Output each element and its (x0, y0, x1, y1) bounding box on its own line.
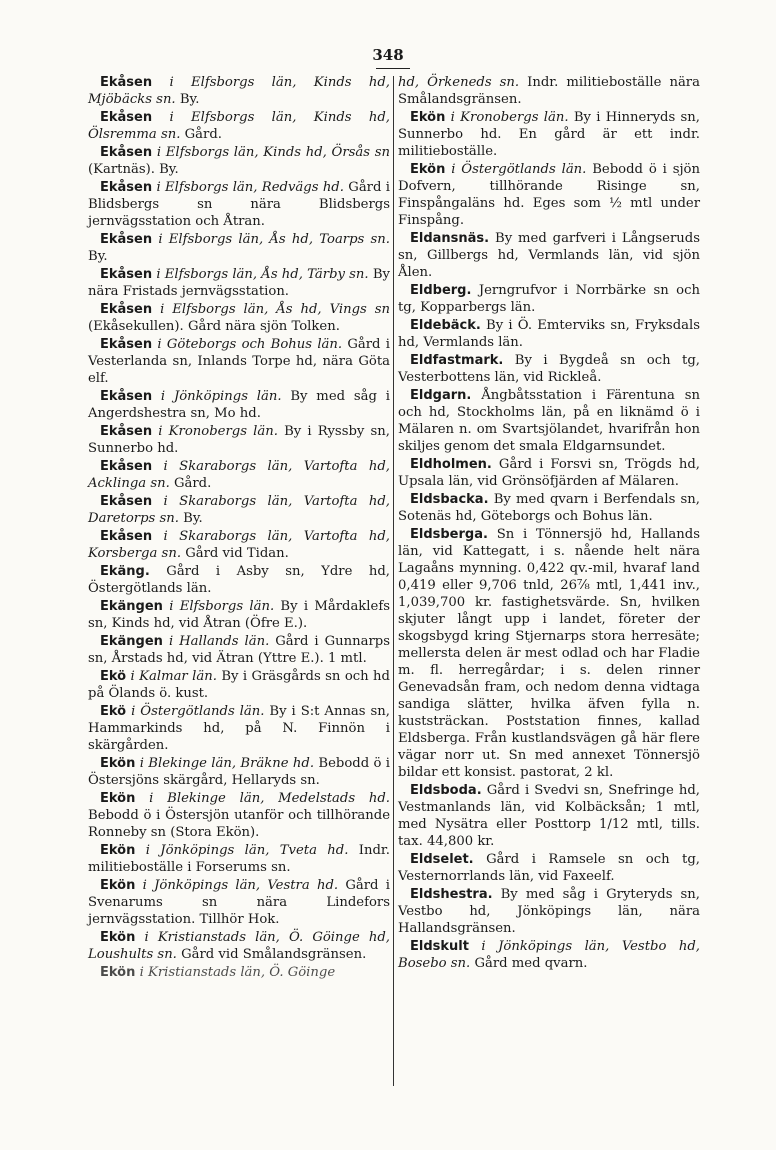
entry-headword: Eldgarn. (410, 388, 472, 403)
entry-location: i Elfsborgs län, Kinds hd, Örsås sn (156, 145, 390, 160)
gazetteer-entry (88, 528, 390, 562)
entry-location: i Jönköpings län. (160, 389, 282, 404)
entry-text: By. (183, 511, 203, 526)
entry-text: (Kartnäs). By. (88, 162, 179, 177)
gazetteer-entry (88, 388, 390, 422)
gazetteer-entry (88, 877, 390, 928)
entry-text: Gård i Ramsele sn och tg, Vesternorrlands län, vid Faxeelf. (398, 852, 700, 884)
entry-text: Gård i Forsvi sn, Trögds hd, Upsala län, vid Grönsöfjärden af Mälaren. (398, 457, 700, 489)
entry-location: i Hallands län. (168, 634, 270, 649)
entry-text: Gård. (184, 127, 222, 142)
gazetteer-entry (88, 842, 390, 876)
entry-headword: Ekön (100, 756, 136, 771)
entry-location: i Östergötlands län. (131, 704, 265, 719)
gazetteer-entry (88, 266, 390, 300)
entry-location: i Elfsborgs län, Kinds hd, Mjöbäcks sn. (88, 75, 390, 107)
entry-text: Gård i Svedvi sn, Snefringe hd, Vestmanlands län, vid Kolbäcksån; 1 mtl, med Nysätra eller Posttorp 1/12 mtl, tills. tax. 44,800 kr. (398, 783, 700, 849)
entry-location: i Jönköpings län, Vestra hd. (142, 878, 339, 893)
gazetteer-entry (398, 74, 700, 108)
entry-location: i Skaraborgs län, Vartofta hd, Daretorps sn. (88, 494, 390, 526)
gazetteer-entry (398, 456, 700, 490)
gazetteer-entry (88, 598, 390, 632)
entry-location: i Kalmar län. (130, 669, 217, 684)
entry-text: By med garfveri i Långseruds sn, Gillbergs hd, Vermlands län, vid sjön Ålen. (398, 231, 700, 280)
entry-headword: Ekåsen (100, 145, 153, 160)
entry-location: i Göteborgs och Bohus län. (157, 337, 343, 352)
entry-text: Bebodd ö i sjön Dofvern, tillhörande Risinge sn, Finspångaläns hd. Eges som ½ mtl under Finspång. (398, 162, 700, 228)
entry-text: Gård vid Smålandsgränsen. (181, 947, 367, 962)
entry-location: i Elfsborgs län. (169, 599, 275, 614)
entry-location: i Kronobergs län. (450, 110, 569, 125)
entry-location: i Jönköpings län, Vestbo hd, Bosebo sn. (398, 939, 700, 971)
entry-headword: Ekön (100, 965, 136, 980)
entry-text: Gård i Blidsbergs sn nära Blidsbergs jernvägsstation och Åtran. (88, 180, 390, 229)
entry-text: By med såg i Angerdshestra sn, Mo hd. (88, 389, 390, 421)
entry-headword: Eldselet. (410, 852, 474, 867)
entry-text: By i Mårdaklefs sn, Kinds hd, vid Åtran (Öfre E.). (88, 599, 390, 631)
gazetteer-entry (398, 161, 700, 229)
gazetteer-entry (88, 336, 390, 387)
header-rule (376, 68, 410, 69)
gazetteer-entry (88, 964, 390, 981)
entry-text: By. (179, 92, 200, 107)
entry-text: Gård i Vesterlanda sn, Inlands Torpe hd, nära Göta elf. (88, 337, 390, 386)
entry-headword: Eldebäck. (410, 318, 481, 333)
entry-text: By i Ö. Emterviks sn, Fryksdals hd, Vermlands län. (398, 318, 700, 350)
entry-location: i Östergötlands län. (451, 162, 587, 177)
entry-text: Gård vid Tidan. (185, 546, 289, 561)
entry-headword: Eldsboda. (410, 783, 482, 798)
gazetteer-entry (88, 144, 390, 178)
entry-location: i Jönköpings län, Tveta hd. (145, 843, 349, 858)
gazetteer-entry (398, 851, 700, 885)
entry-headword: Ekön (410, 110, 446, 125)
entry-text: Sn i Tönnersjö hd, Hallands län, vid Kattegatt, i s. nående helt nära Lagaåns mynning. 0,422 qv.-mil, hvaraf land 0,419 eller 9,706 tnld, 26⅞ mtl, 1,441 inv., 1,039,700 kr. fastighetsvärde. Sn, hvilken skjuter långt upp i landet, företer der skogsbygd kring Stjernarps stora herresäte; mellersta delen är mest odlad och har Fladie m. fl. herregårdar; i s. delen rinner Genevadsån fram, och nedom denna vidtaga sandiga slätter, hvilka äfven fylla n. kuststräckan. Poststation finnes, kallad Eldsberga. Från kustlandsvägen gå här flere vägar norr ut. Sn med annexet Tönnersjö bildar ett konsist. pastorat, 2 kl. (398, 527, 700, 780)
entry-headword: Ekåsen (100, 232, 153, 247)
gazetteer-entry (88, 231, 390, 265)
entry-text: Gård med qvarn. (474, 956, 588, 971)
entry-text: Bebodd ö i Östersjön utanför och tillhörande Ronneby sn (Stora Ekön). (88, 808, 390, 840)
gazetteer-entry (88, 633, 390, 667)
gazetteer-entry (398, 886, 700, 937)
entry-headword: Ekåsen (100, 110, 153, 125)
entry-text: By i Gräsgårds sn och hd på Ölands ö. kust. (88, 669, 390, 701)
page-number: 348 (372, 46, 404, 64)
entry-text: Indr. militieboställe i Forserums sn. (88, 843, 390, 875)
entry-location: i Elfsborgs län, Redvägs hd. (156, 180, 344, 195)
entry-headword: Ekön (100, 843, 136, 858)
gazetteer-entry (88, 755, 390, 789)
entry-headword: Ekö (100, 704, 127, 719)
gazetteer-entry (398, 109, 700, 160)
entry-location: i Elfsborgs län, Kinds hd, Ölsremma sn. (88, 110, 390, 142)
left-column (88, 74, 390, 982)
entry-headword: Ekåsen (100, 337, 153, 352)
entry-text: By i Ryssby sn, Sunnerbo hd. (88, 424, 390, 456)
entry-headword: Ekåsen (100, 180, 153, 195)
entry-headword: Ekön (100, 878, 136, 893)
gazetteer-entry (88, 703, 390, 754)
entry-headword: Eldsbacka. (410, 492, 489, 507)
entry-text: (Ekåsekullen). Gård nära sjön Tolken. (88, 319, 340, 334)
entry-location: i Skaraborgs län, Vartofta hd, Korsberga sn. (88, 529, 390, 561)
entry-headword: Ekåsen (100, 494, 153, 509)
entry-headword: Ekåsen (100, 389, 153, 404)
entry-headword: Ekängen (100, 634, 163, 649)
entry-headword: Ekåsen (100, 529, 153, 544)
entry-headword: Eldholmen. (410, 457, 492, 472)
entry-location: i Elfsborgs län, Ås hd, Vings sn (160, 302, 390, 317)
entry-location: i Kristianstads län, Ö. Göinge (139, 965, 336, 980)
entry-location: i Kristianstads län, Ö. Göinge hd, Loushults sn. (88, 930, 390, 962)
entry-headword: Ekön (410, 162, 446, 177)
entry-text: By i Hinneryds sn, Sunnerbo hd. En gård är ett indr. militieboställe. (398, 110, 700, 159)
entry-headword: Ekåsen (100, 424, 153, 439)
entry-text: Indr. militieboställe nära Smålandsgränsen. (398, 75, 700, 107)
gazetteer-entry (88, 179, 390, 230)
gazetteer-entry (88, 563, 390, 597)
entry-headword: Ekåsen (100, 302, 153, 317)
entry-text: Gård. (173, 476, 212, 491)
entry-location: i Blekinge län, Medelstads hd. (149, 791, 390, 806)
gazetteer-entry (398, 526, 700, 781)
entry-headword: Ekängen (100, 599, 163, 614)
entry-text: Gård i Gunnarps sn, Årstads hd, vid Ätran (Yttre E.). 1 mtl. (88, 634, 390, 666)
entry-headword: Ekön (100, 791, 136, 806)
gazetteer-entry (398, 317, 700, 351)
entry-headword: Eldansnäs. (410, 231, 490, 246)
gazetteer-entry (88, 74, 390, 108)
entry-headword: Ekåsen (100, 75, 153, 90)
entry-text: By nära Fristads jernvägsstation. (88, 267, 390, 299)
entry-text: Jerngrufvor i Norrbärke sn och tg, Kopparbergs län. (398, 283, 700, 315)
entry-headword: Ekåsen (100, 459, 153, 474)
entry-text: Ångbåtsstation i Färentuna sn och hd, Stockholms län, på en liknämd ö i Mälaren n. om Svartsjölandet, hvarifrån hon skiljes genom det smala Eldgarnsundet. (398, 388, 700, 454)
gazetteer-entry (88, 109, 390, 143)
right-column (398, 74, 700, 973)
entry-headword: Eldberg. (410, 283, 472, 298)
entry-text: By med qvarn i Berfendals sn, Sotenäs hd, Göteborgs och Bohus län. (398, 492, 700, 524)
entry-location: i Elfsborgs län, Ås hd, Toarps sn. (158, 232, 390, 247)
gazetteer-entry (88, 423, 390, 457)
gazetteer-entry (398, 230, 700, 281)
gazetteer-entry (398, 491, 700, 525)
column-divider (393, 76, 394, 1086)
gazetteer-entry (88, 493, 390, 527)
gazetteer-entry (88, 929, 390, 963)
gazetteer-entry (398, 782, 700, 850)
entry-headword: Ekåsen (100, 267, 153, 282)
gazetteer-entry (398, 282, 700, 316)
entry-headword: Eldsberga. (410, 527, 488, 542)
entry-location: i Skaraborgs län, Vartofta hd, Acklinga sn. (88, 459, 390, 491)
gazetteer-entry (398, 938, 700, 972)
entry-headword: Ekäng. (100, 564, 150, 579)
entry-headword: Ekön (100, 930, 136, 945)
entry-text: Gård i Svenarums sn nära Lindefors jernvägsstation. Tillhör Hok. (88, 878, 390, 927)
entry-location: hd, Örkeneds sn. (398, 75, 520, 90)
gazetteer-entry (88, 458, 390, 492)
entry-location: i Elfsborgs län, Ås hd, Tärby sn. (156, 267, 369, 282)
gazetteer-entry (398, 352, 700, 386)
entry-text: By. (88, 249, 108, 264)
entry-text: By i S:t Annas sn, Hammarkinds hd, på N. Finnön i skärgården. (88, 704, 390, 753)
entry-location: i Kronobergs län. (158, 424, 278, 439)
gazetteer-entry (88, 668, 390, 702)
entry-text: By med såg i Gryteryds sn, Vestbo hd, Jönköpings län, nära Hallandsgränsen. (398, 887, 700, 936)
entry-headword: Eldskult (410, 939, 469, 954)
entry-text: Gård i Asby sn, Ydre hd, Östergötlands län. (88, 564, 390, 596)
entry-headword: Ekö (100, 669, 127, 684)
entry-headword: Eldfastmark. (410, 353, 504, 368)
entry-text: Bebodd ö i Östersjöns skärgård, Hellaryds sn. (88, 756, 390, 788)
gazetteer-entry (398, 387, 700, 455)
gazetteer-entry (88, 790, 390, 841)
entry-headword: Eldshestra. (410, 887, 493, 902)
entry-text: By i Bygdeå sn och tg, Vesterbottens län, vid Rickleå. (398, 353, 700, 385)
entry-location: i Blekinge län, Bräkne hd. (139, 756, 315, 771)
gazetteer-entry (88, 301, 390, 335)
